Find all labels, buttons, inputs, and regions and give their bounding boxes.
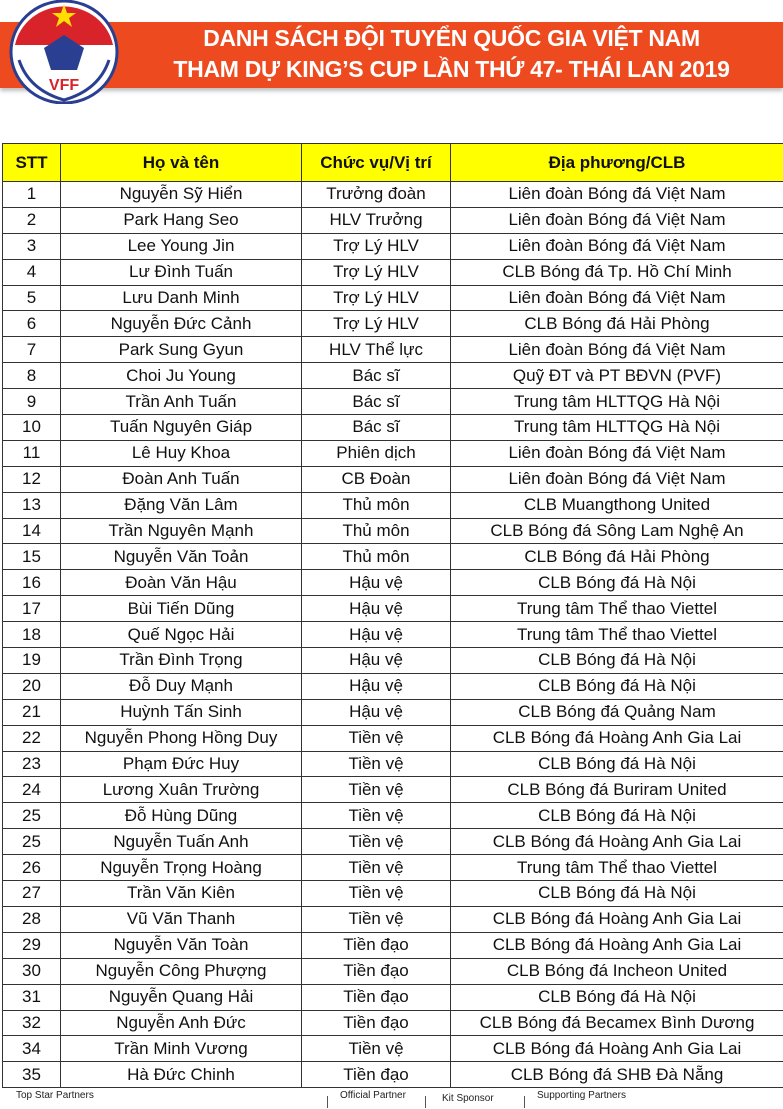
row-name: Huỳnh Tấn Sinh (61, 699, 302, 725)
row-club: Trung tâm Thể thao Viettel (451, 622, 783, 648)
row-stt: 34 (3, 1036, 61, 1062)
table-row (3, 466, 783, 492)
row-club: Liên đoàn Bóng đá Việt Nam (451, 182, 783, 208)
table-row (3, 829, 783, 855)
row-name: Nguyễn Trọng Hoàng (61, 855, 302, 881)
divider (524, 1096, 525, 1108)
table-row (3, 1036, 783, 1062)
table-row (3, 932, 783, 958)
table-row (3, 233, 783, 259)
row-role: Trợ Lý HLV (302, 285, 451, 311)
row-name: Vũ Văn Thanh (61, 906, 302, 932)
row-stt: 20 (3, 673, 61, 699)
vff-logo (9, 0, 119, 104)
table-row (3, 544, 783, 570)
row-name: Nguyễn Công Phượng (61, 958, 302, 984)
row-role: Tiền vệ (302, 803, 451, 829)
row-club: CLB Bóng đá Hà Nội (451, 570, 783, 596)
row-stt: 30 (3, 958, 61, 984)
row-role: Tiền vệ (302, 855, 451, 881)
row-role: HLV Thể lực (302, 337, 451, 363)
col-header-club: Địa phương/CLB (451, 144, 783, 182)
row-role: Hậu vệ (302, 699, 451, 725)
row-name: Tuấn Nguyên Giáp (61, 415, 302, 441)
row-club: CLB Bóng đá Incheon United (451, 958, 783, 984)
row-role: Trợ Lý HLV (302, 311, 451, 337)
row-name: Đỗ Hùng Dũng (61, 803, 302, 829)
row-club: CLB Bóng đá Buriram United (451, 777, 783, 803)
table-row (3, 337, 783, 363)
row-name: Lê Huy Khoa (61, 440, 302, 466)
row-name: Đỗ Duy Mạnh (61, 673, 302, 699)
table-row (3, 1062, 783, 1088)
row-stt: 15 (3, 544, 61, 570)
table-row (3, 518, 783, 544)
row-stt: 21 (3, 699, 61, 725)
row-name: Lương Xuân Trường (61, 777, 302, 803)
table-row (3, 492, 783, 518)
row-role: Tiền vệ (302, 906, 451, 932)
row-club: CLB Bóng đá Hà Nội (451, 673, 783, 699)
supporting-partners-label: Supporting Partners (537, 1090, 626, 1101)
row-role: Tiền vệ (302, 751, 451, 777)
row-name: Trần Văn Kiên (61, 881, 302, 907)
row-stt: 4 (3, 259, 61, 285)
row-club: Liên đoàn Bóng đá Việt Nam (451, 337, 783, 363)
row-role: Tiền đạo (302, 1062, 451, 1088)
row-club: CLB Bóng đá Hoàng Anh Gia Lai (451, 1036, 783, 1062)
row-stt: 16 (3, 570, 61, 596)
row-stt: 6 (3, 311, 61, 337)
row-name: Trần Nguyên Mạnh (61, 518, 302, 544)
row-club: CLB Bóng đá Hà Nội (451, 648, 783, 674)
official-partner-label: Official Partner (340, 1090, 406, 1101)
row-role: Hậu vệ (302, 570, 451, 596)
row-club: Quỹ ĐT và PT BĐVN (PVF) (451, 363, 783, 389)
row-stt: 5 (3, 285, 61, 311)
row-stt: 22 (3, 725, 61, 751)
row-club: Liên đoàn Bóng đá Việt Nam (451, 207, 783, 233)
table-row (3, 207, 783, 233)
table-row (3, 803, 783, 829)
row-club: Trung tâm Thể thao Viettel (451, 855, 783, 881)
row-name: Nguyễn Quang Hải (61, 984, 302, 1010)
row-role: Trợ Lý HLV (302, 233, 451, 259)
row-stt: 9 (3, 389, 61, 415)
row-stt: 29 (3, 932, 61, 958)
row-stt: 35 (3, 1062, 61, 1088)
row-name: Nguyễn Văn Toàn (61, 932, 302, 958)
row-club: CLB Bóng đá Hoàng Anh Gia Lai (451, 725, 783, 751)
row-stt: 24 (3, 777, 61, 803)
table-row (3, 285, 783, 311)
row-role: Tiền đạo (302, 932, 451, 958)
row-role: Tiền vệ (302, 1036, 451, 1062)
table-row (3, 984, 783, 1010)
row-role: Phiên dịch (302, 440, 451, 466)
row-name: Nguyễn Anh Đức (61, 1010, 302, 1036)
table-header-row (3, 144, 783, 182)
row-stt: 13 (3, 492, 61, 518)
row-club: CLB Bóng đá Hà Nội (451, 751, 783, 777)
row-stt: 10 (3, 415, 61, 441)
row-stt: 26 (3, 855, 61, 881)
row-club: CLB Bóng đá Hải Phòng (451, 311, 783, 337)
divider (425, 1096, 426, 1108)
table-row (3, 648, 783, 674)
row-name: Park Sung Gyun (61, 337, 302, 363)
row-club: Liên đoàn Bóng đá Việt Nam (451, 285, 783, 311)
row-role: Tiền đạo (302, 958, 451, 984)
row-club: CLB Bóng đá Hải Phòng (451, 544, 783, 570)
row-stt: 8 (3, 363, 61, 389)
row-club: CLB Bóng đá Hoàng Anh Gia Lai (451, 906, 783, 932)
row-club: Liên đoàn Bóng đá Việt Nam (451, 440, 783, 466)
row-role: Tiền đạo (302, 1010, 451, 1036)
row-role: Thủ môn (302, 544, 451, 570)
table-row (3, 570, 783, 596)
row-name: Lư Đình Tuấn (61, 259, 302, 285)
table-row (3, 906, 783, 932)
row-name: Park Hang Seo (61, 207, 302, 233)
row-stt: 11 (3, 440, 61, 466)
row-name: Nguyễn Phong Hồng Duy (61, 725, 302, 751)
row-club: CLB Bóng đá Sông Lam Nghệ An (451, 518, 783, 544)
table-row (3, 363, 783, 389)
row-name: Phạm Đức Huy (61, 751, 302, 777)
table-row (3, 622, 783, 648)
table-row (3, 311, 783, 337)
table-row (3, 777, 783, 803)
col-header-stt: STT (3, 144, 61, 182)
row-club: CLB Bóng đá Quảng Nam (451, 699, 783, 725)
row-role: CB Đoàn (302, 466, 451, 492)
row-name: Lưu Danh Minh (61, 285, 302, 311)
row-club: CLB Bóng đá Hà Nội (451, 803, 783, 829)
row-stt: 2 (3, 207, 61, 233)
row-stt: 14 (3, 518, 61, 544)
table-row (3, 751, 783, 777)
row-stt: 23 (3, 751, 61, 777)
title-line-2: THAM DỰ KING’S CUP LẦN THỨ 47- THÁI LAN 2019 (173, 56, 730, 82)
table-row (3, 673, 783, 699)
row-name: Trần Đình Trọng (61, 648, 302, 674)
table-row (3, 182, 783, 208)
table-row (3, 725, 783, 751)
row-name: Nguyễn Tuấn Anh (61, 829, 302, 855)
row-name: Quế Ngọc Hải (61, 622, 302, 648)
table-row (3, 881, 783, 907)
row-club: Trung tâm Thể thao Viettel (451, 596, 783, 622)
row-role: HLV Trưởng (302, 207, 451, 233)
row-club: CLB Bóng đá Hoàng Anh Gia Lai (451, 932, 783, 958)
table-row (3, 259, 783, 285)
row-stt: 19 (3, 648, 61, 674)
row-role: Tiền vệ (302, 777, 451, 803)
row-role: Tiền vệ (302, 881, 451, 907)
row-role: Hậu vệ (302, 648, 451, 674)
row-name: Đoàn Văn Hậu (61, 570, 302, 596)
row-stt: 31 (3, 984, 61, 1010)
row-stt: 25 (3, 829, 61, 855)
table-row (3, 389, 783, 415)
row-name: Đặng Văn Lâm (61, 492, 302, 518)
row-club: Liên đoàn Bóng đá Việt Nam (451, 233, 783, 259)
row-role: Bác sĩ (302, 363, 451, 389)
row-name: Choi Ju Young (61, 363, 302, 389)
table-row (3, 415, 783, 441)
row-role: Thủ môn (302, 492, 451, 518)
col-header-role: Chức vụ/Vị trí (302, 144, 451, 182)
row-name: Đoàn Anh Tuấn (61, 466, 302, 492)
table-row (3, 855, 783, 881)
row-role: Hậu vệ (302, 622, 451, 648)
divider (327, 1096, 328, 1108)
title-line-1: DANH SÁCH ĐỘI TUYỂN QUỐC GIA VIỆT NAM (203, 25, 700, 51)
row-club: CLB Muangthong United (451, 492, 783, 518)
row-role: Tiền đạo (302, 984, 451, 1010)
row-name: Trần Anh Tuấn (61, 389, 302, 415)
table-row (3, 699, 783, 725)
row-name: Trần Minh Vương (61, 1036, 302, 1062)
row-role: Thủ môn (302, 518, 451, 544)
row-stt: 7 (3, 337, 61, 363)
row-name: Hà Đức Chinh (61, 1062, 302, 1088)
squad-table (2, 143, 783, 1088)
row-role: Bác sĩ (302, 389, 451, 415)
row-stt: 3 (3, 233, 61, 259)
row-stt: 27 (3, 881, 61, 907)
row-club: CLB Bóng đá Becamex Bình Dương (451, 1010, 783, 1036)
row-name: Nguyễn Sỹ Hiển (61, 182, 302, 208)
table-row (3, 958, 783, 984)
svg-text:VFF: VFF (48, 77, 80, 94)
row-club: CLB Bóng đá SHB Đà Nẵng (451, 1062, 783, 1088)
row-club: CLB Bóng đá Hà Nội (451, 984, 783, 1010)
row-role: Hậu vệ (302, 596, 451, 622)
row-role: Hậu vệ (302, 673, 451, 699)
row-name: Bùi Tiến Dũng (61, 596, 302, 622)
row-name: Nguyễn Đức Cảnh (61, 311, 302, 337)
row-stt: 18 (3, 622, 61, 648)
top-star-partners-label: Top Star Partners (16, 1090, 94, 1101)
row-club: Liên đoàn Bóng đá Việt Nam (451, 466, 783, 492)
row-club: CLB Bóng đá Hà Nội (451, 881, 783, 907)
row-role: Tiền vệ (302, 829, 451, 855)
table-row (3, 440, 783, 466)
row-role: Tiền vệ (302, 725, 451, 751)
row-role: Bác sĩ (302, 415, 451, 441)
row-stt: 12 (3, 466, 61, 492)
kit-sponsor-label: Kit Sponsor (442, 1093, 494, 1104)
row-club: Trung tâm HLTTQG Hà Nội (451, 415, 783, 441)
row-name: Nguyễn Văn Toản (61, 544, 302, 570)
row-role: Trợ Lý HLV (302, 259, 451, 285)
row-club: Trung tâm HLTTQG Hà Nội (451, 389, 783, 415)
row-role: Trưởng đoàn (302, 182, 451, 208)
row-stt: 28 (3, 906, 61, 932)
row-stt: 1 (3, 182, 61, 208)
col-header-name: Họ và tên (61, 144, 302, 182)
table-row (3, 596, 783, 622)
row-club: CLB Bóng đá Hoàng Anh Gia Lai (451, 829, 783, 855)
table-row (3, 1010, 783, 1036)
row-stt: 32 (3, 1010, 61, 1036)
row-club: CLB Bóng đá Tp. Hồ Chí Minh (451, 259, 783, 285)
row-stt: 17 (3, 596, 61, 622)
row-stt: 25 (3, 803, 61, 829)
row-name: Lee Young Jin (61, 233, 302, 259)
